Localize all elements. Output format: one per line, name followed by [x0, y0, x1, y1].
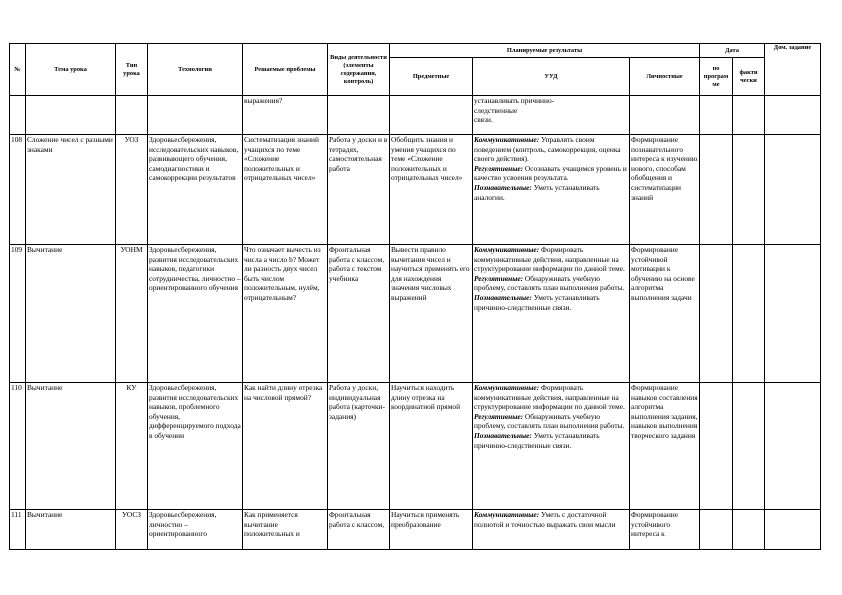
- uud-label: Регулятивные:: [474, 273, 524, 283]
- cell-date-plan: [700, 510, 733, 550]
- cell-type: КУ: [116, 383, 148, 510]
- cell-num: 110: [10, 383, 26, 510]
- cell-homework: [765, 510, 821, 550]
- cell-type: УОНМ: [116, 245, 148, 383]
- table-row: [10, 96, 821, 135]
- uud-text: Уметь устанавливать аналогии.: [474, 182, 600, 202]
- cell-uud: [473, 96, 630, 135]
- uud-line: следственные: [474, 105, 518, 115]
- cell-homework: [765, 245, 821, 383]
- uud-line: связи.: [474, 115, 493, 125]
- cell-date-fact: [733, 245, 765, 383]
- uud-text: Уметь устанавливать причинно-следственные связи.: [474, 292, 600, 312]
- cell-topic: Сложение чисел с разными знаками: [26, 135, 116, 245]
- cell-homework: [765, 135, 821, 245]
- cell-subject: Вывести правило вычитания чисел и научиться применять его для нахождения значения числовых выражений: [390, 245, 473, 383]
- uud-label: Коммуникативные:: [474, 510, 540, 519]
- uud-text: Обнаруживать учебную проблему, составлять план выполнения работы.: [474, 273, 625, 293]
- cell-topic: Вычитание: [26, 510, 116, 550]
- cell-problems: Что означает вычесть из числа a число b? Может ли разность двух чисел быть числом положительным, нулём, отрицательным?: [243, 245, 328, 383]
- uud-text: Формировать коммуникативные действия, направленные на структурирование информации по данной теме.: [474, 245, 625, 274]
- cell-activities: Фронтальная работа с классом,: [328, 510, 390, 550]
- uud-label: Регулятивные:: [474, 163, 524, 173]
- uud-text: Формировать коммуникативные действия, направленные на структурирование информации по данной теме.: [474, 383, 625, 412]
- col-problems-header: Решаемые проблемы: [243, 44, 328, 96]
- col-date-fact-header: факти чески: [733, 58, 765, 96]
- cell-subject: Научиться применять преобразование: [390, 510, 473, 550]
- col-topic-header: Тема урока: [26, 44, 116, 96]
- cell-tech: Здоровьесбережения, исследовательских навыков, развивающего обучения, самодиагностики и самокоррекции результатов: [148, 135, 243, 245]
- cell-activities: Фронтальная работа с классом, работа с текстом учебника: [328, 245, 390, 383]
- cell-date-fact: [733, 135, 765, 245]
- cell-subject: Научиться находить длину отрезка на координатной прямой: [390, 383, 473, 510]
- thematic-plan-table: [9, 43, 821, 550]
- date-header: Дата: [700, 44, 765, 58]
- uud-label: Коммуникативные:: [474, 135, 540, 144]
- cell-uud: [473, 135, 630, 245]
- cell-activities: Работа у доски и в тетрадях, самостоятельная работа: [328, 135, 390, 245]
- cell-problems: Систематизация знаний учащихся по теме «Сложение положительных и отрицательных чисел»: [243, 135, 328, 245]
- cell-personal: Формирование устойчивой мотивации к обучению на основе алгоритма выполнения задачи: [630, 245, 700, 383]
- cell-type: УОСЗ: [116, 510, 148, 550]
- uud-text: Уметь устанавливать причинно-следственные связи.: [474, 430, 600, 450]
- col-personal-header: Личностные: [630, 58, 700, 96]
- cell-activities: Работа у доски, индивидуальная работа (карточки-задания): [328, 383, 390, 510]
- cell-uud: [473, 245, 630, 383]
- uud-label: Познавательные:: [474, 292, 532, 302]
- col-uud-header: УУД: [473, 58, 630, 96]
- uud-label: Коммуникативные:: [474, 383, 540, 392]
- col-tech-header: Технологии: [148, 44, 243, 96]
- planned-results-header: Планируемые результаты: [390, 44, 700, 58]
- uud-text: Обнаруживать учебную проблему, составлять план выполнения работы.: [474, 411, 625, 431]
- col-subject-header: Предметные: [390, 58, 473, 96]
- cell-personal: Формирование устойчивого интереса к: [630, 510, 700, 550]
- uud-text: Уметь с достаточной полнотой и точностью выражать свои мысли: [474, 510, 616, 529]
- uud-text: Осознавать учащимся уровень и качество усвоения результата.: [474, 163, 627, 183]
- uud-label: Познавательные:: [474, 430, 532, 440]
- cell-date-plan: [700, 383, 733, 510]
- uud-label: Познавательные:: [474, 182, 532, 192]
- cell-topic: Вычитание: [26, 383, 116, 510]
- cell-date-fact: [733, 510, 765, 550]
- col-type-header: Тип урока: [116, 44, 148, 96]
- uud-text: Управлять своим поведением (контроль, самокоррекция, оценка своего действия).: [474, 135, 621, 164]
- table-row: [10, 135, 821, 245]
- uud-label: Регулятивные:: [474, 411, 524, 421]
- col-homework-header: Дом. задание: [765, 44, 821, 96]
- uud-line: устанавливать причинно-: [474, 96, 555, 105]
- cell-personal: Формирование познавательного интереса к изучению нового, способам обобщения и систематизации знаний: [630, 135, 700, 245]
- cell-problems: выражения?: [243, 96, 328, 135]
- cell-num: 108: [10, 135, 26, 245]
- cell-num: 109: [10, 245, 26, 383]
- cell-homework: [765, 383, 821, 510]
- cell-type: УОЗ: [116, 135, 148, 245]
- uud-label: Коммуникативные:: [474, 245, 540, 254]
- cell-tech: Здоровьесбережения, личностно – ориентированного: [148, 510, 243, 550]
- cell-date-plan: [700, 135, 733, 245]
- cell-subject: Обобщить знания и умения учащихся по теме «Сложение положительных и отрицательных чисел»: [390, 135, 473, 245]
- col-activities-header: Виды деятельности (элементы содержания, контроль): [328, 44, 390, 96]
- cell-tech: Здоровьесбережения, развития исследовательских навыков, проблемного обучения, дифференцируемого подхода в обучении: [148, 383, 243, 510]
- cell-date-plan: [700, 245, 733, 383]
- cell-topic: Вычитание: [26, 245, 116, 383]
- table-row: [10, 510, 821, 550]
- cell-problems: Как применяется вычитание положительных и: [243, 510, 328, 550]
- table-row: [10, 383, 821, 510]
- cell-num: 111: [10, 510, 26, 550]
- cell-uud: [473, 383, 630, 510]
- table-row: [10, 245, 821, 383]
- col-date-plan-header: по програм ме: [700, 58, 733, 96]
- cell-uud: [473, 510, 630, 550]
- cell-personal: Формирование навыков составления алгоритма выполнения задания, навыков выполнения творческого задания: [630, 383, 700, 510]
- cell-tech: Здоровьесбережения, развития исследовательских навыков, педагогики сотрудничества, личностно – ориентированного обучения: [148, 245, 243, 383]
- cell-date-fact: [733, 383, 765, 510]
- col-num-header: №: [10, 44, 26, 96]
- cell-problems: Как найти длину отрезка на числовой прямой?: [243, 383, 328, 510]
